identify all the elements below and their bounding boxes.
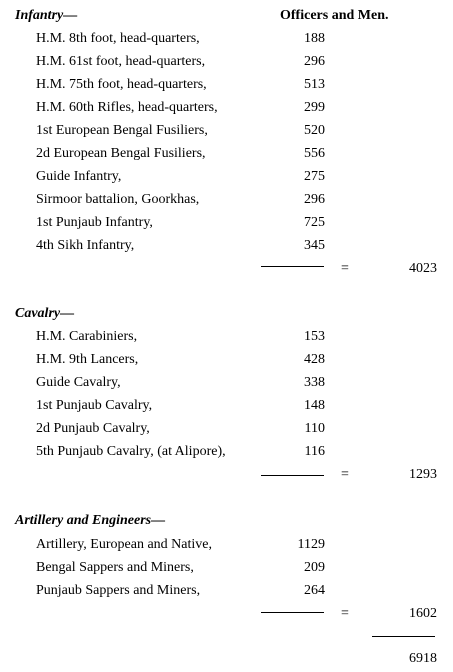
table-row-label: Sirmoor battalion, Goorkhas, [36, 192, 200, 207]
table-row-value: 345 [304, 238, 325, 253]
table-row-value: 296 [304, 192, 325, 207]
table-row-label: H.M. Carabiniers, [36, 329, 138, 344]
table-row-value: 1129 [297, 537, 325, 552]
column-header: Officers and Men. [280, 8, 389, 23]
equals-sign: = [341, 606, 349, 621]
table-row-label: H.M. 8th foot, head-quarters, [36, 31, 200, 46]
section-title-artillery: Artillery and Engineers— [15, 513, 166, 528]
equals-sign: = [341, 261, 349, 276]
table-row-value: 153 [304, 329, 325, 344]
table-row-label: H.M. 61st foot, head-quarters, [36, 54, 206, 69]
table-row-value: 188 [304, 31, 325, 46]
subtotal-rule [261, 612, 324, 613]
table-row-label: Bengal Sappers and Miners, [36, 560, 194, 575]
table-row-value: 725 [304, 215, 325, 230]
table-row-label: 4th Sikh Infantry, [36, 238, 135, 253]
grand-total: 6918 [409, 651, 437, 666]
section-total-artillery: 1602 [409, 606, 437, 621]
table-row-label: Guide Infantry, [36, 169, 122, 184]
section-title-cavalry: Cavalry— [15, 306, 75, 321]
table-row-label: 5th Punjaub Cavalry, (at Alipore), [36, 444, 226, 459]
table-row-value: 520 [304, 123, 325, 138]
equals-sign: = [341, 467, 349, 482]
subtotal-rule [261, 266, 324, 267]
table-row-value: 428 [304, 352, 325, 367]
subtotal-rule [261, 475, 324, 476]
table-row-value: 513 [304, 77, 325, 92]
table-row-label: H.M. 9th Lancers, [36, 352, 139, 367]
table-row-value: 148 [304, 398, 325, 413]
table-row-label: Artillery, European and Native, [36, 537, 212, 552]
table-row-label: H.M. 60th Rifles, head-quarters, [36, 100, 218, 115]
table-row-label: 1st European Bengal Fusiliers, [36, 123, 208, 138]
section-total-cavalry: 1293 [409, 467, 437, 482]
table-row-value: 110 [304, 421, 325, 436]
table-row-value: 296 [304, 54, 325, 69]
section-total-infantry: 4023 [409, 261, 437, 276]
table-row-label: Guide Cavalry, [36, 375, 121, 390]
table-row-value: 556 [304, 146, 325, 161]
table-row-label: 1st Punjaub Cavalry, [36, 398, 153, 413]
table-row-value: 116 [304, 444, 325, 459]
table-row-label: 2d Punjaub Cavalry, [36, 421, 150, 436]
table-row-value: 275 [304, 169, 325, 184]
table-row-label: 2d European Bengal Fusiliers, [36, 146, 206, 161]
table-row-label: H.M. 75th foot, head-quarters, [36, 77, 207, 92]
table-row-value: 338 [304, 375, 325, 390]
section-title-infantry: Infantry— [15, 8, 78, 23]
grand-total-rule [372, 636, 435, 637]
table-row-label: 1st Punjaub Infantry, [36, 215, 153, 230]
table-row-value: 264 [304, 583, 325, 598]
table-row-value: 299 [304, 100, 325, 115]
table-row-value: 209 [304, 560, 325, 575]
table-row-label: Punjaub Sappers and Miners, [36, 583, 201, 598]
